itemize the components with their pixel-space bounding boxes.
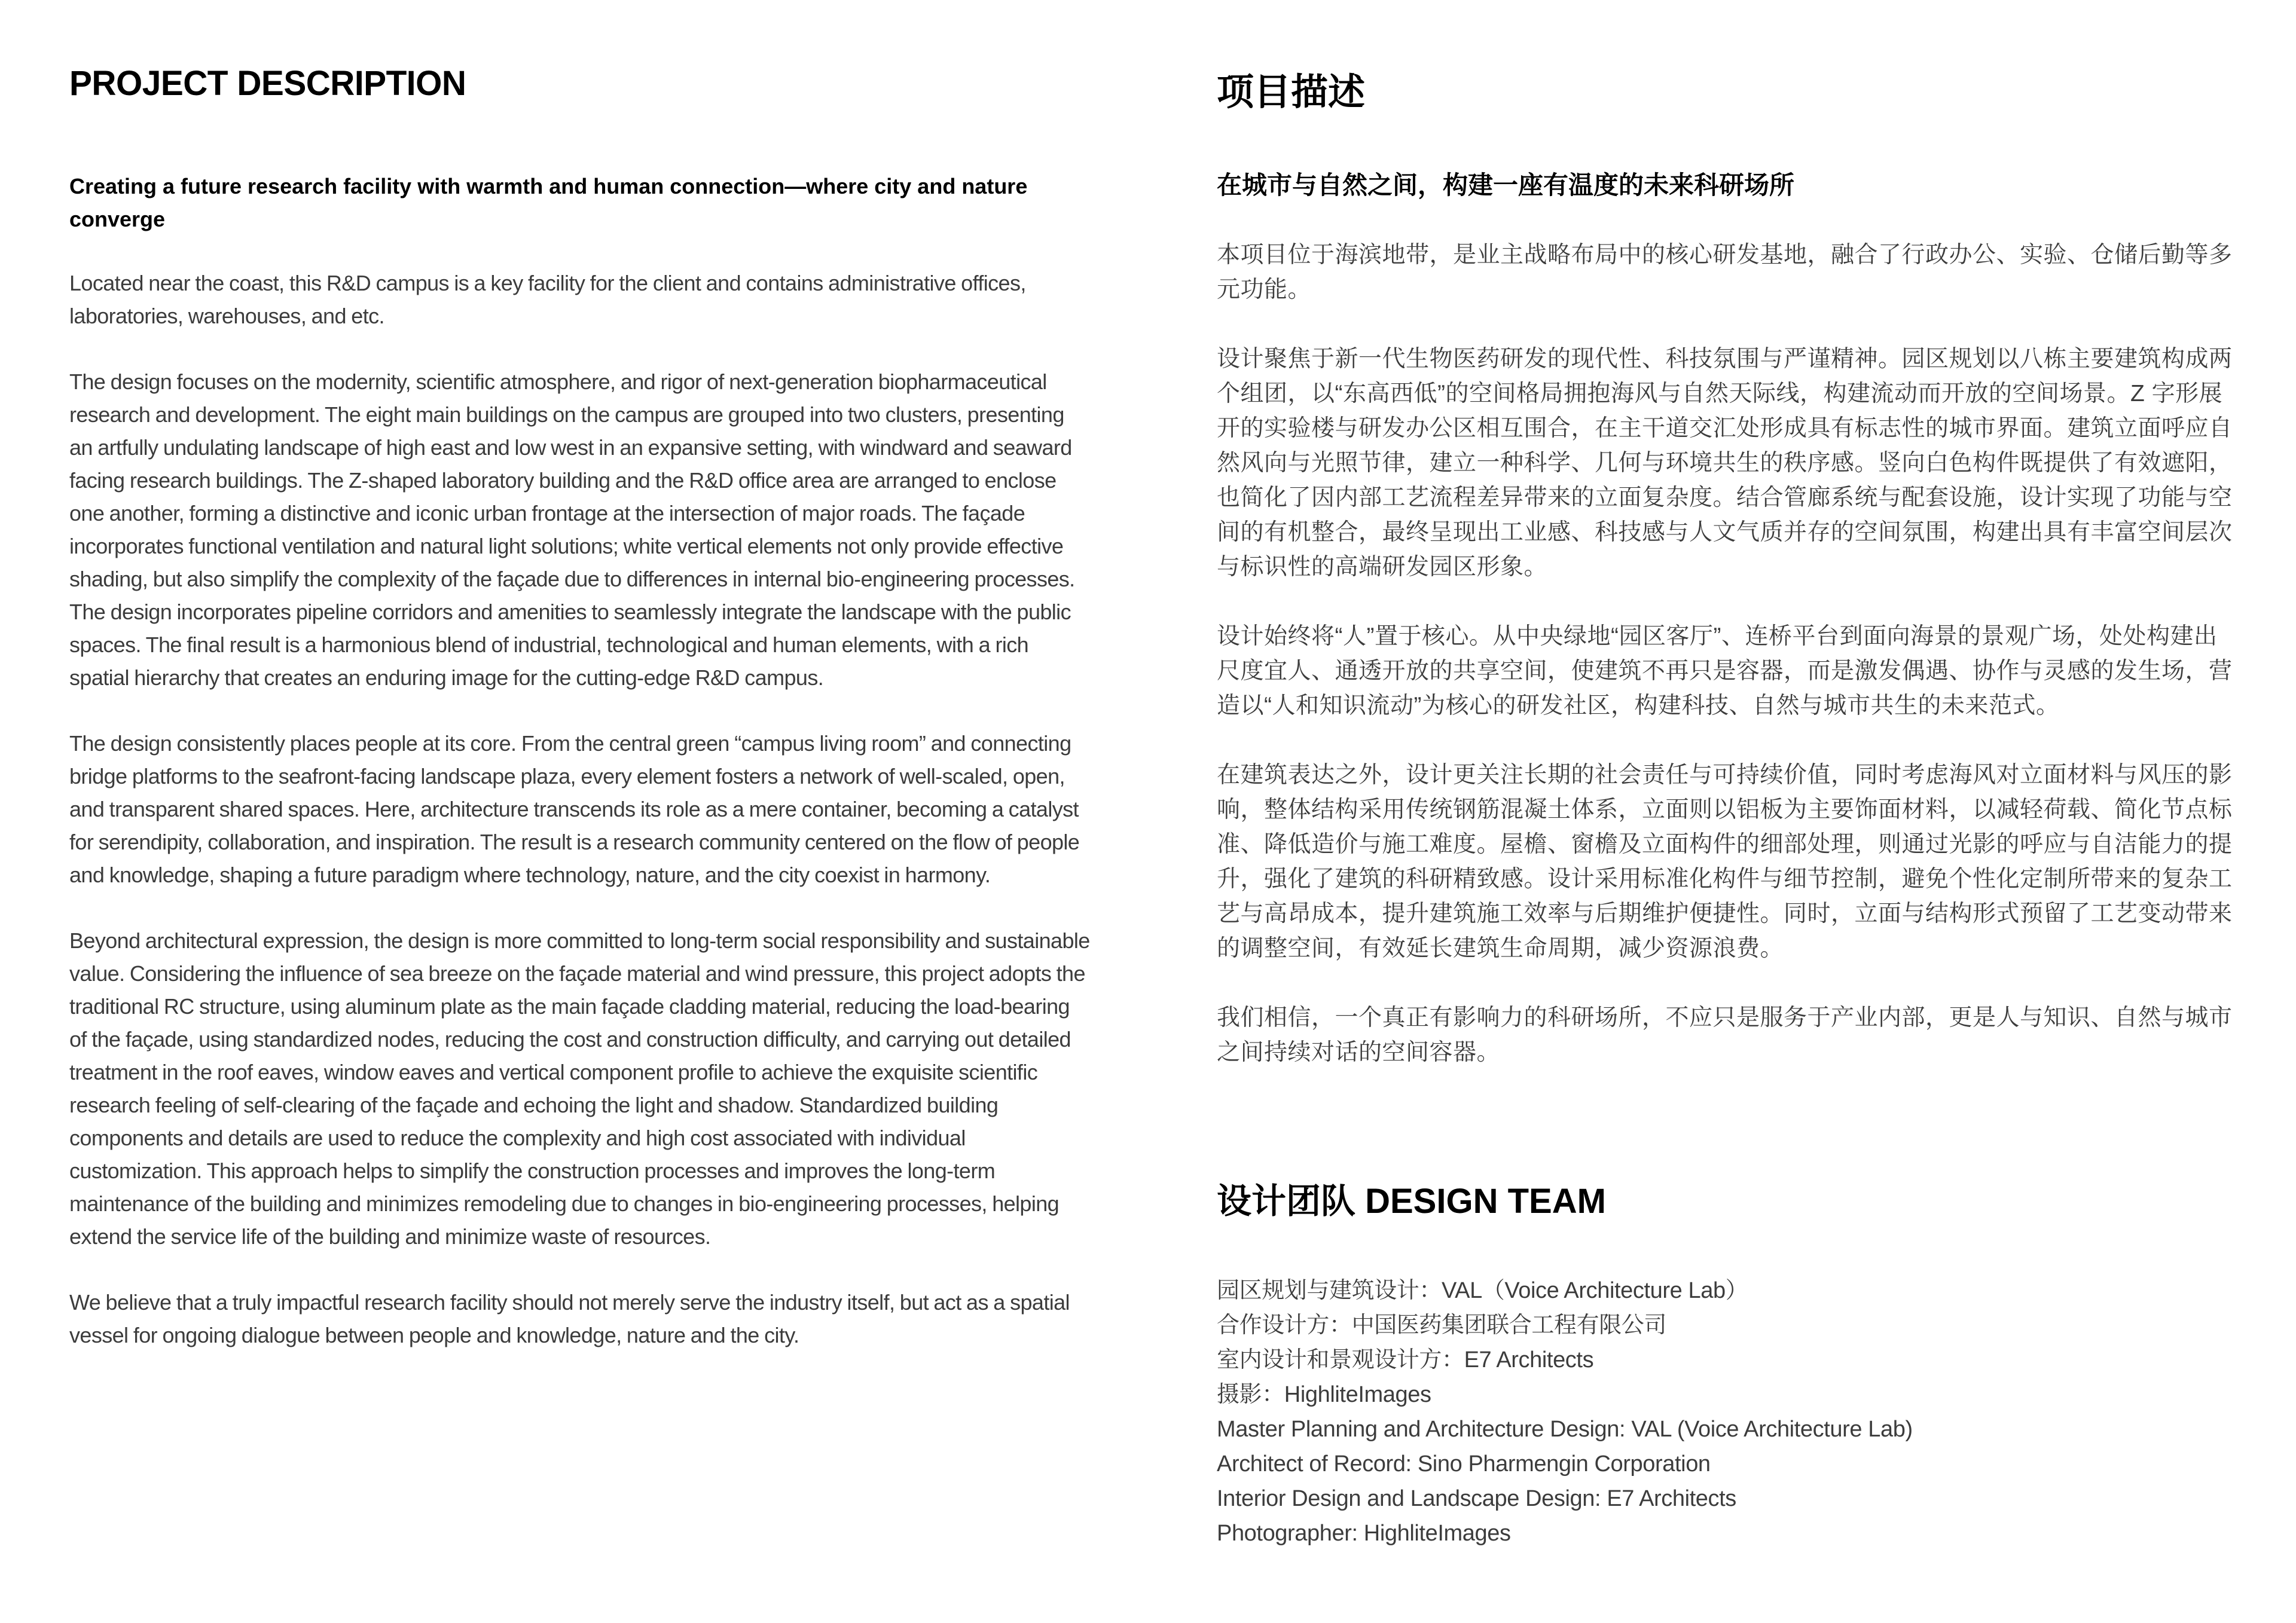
paragraph-design-focus-zh: 设计聚焦于新一代生物医药研发的现代性、科技氛围与严谨精神。园区规划以八栋主要建筑构成两个组团，以“东高西低”的空间格局拥抱海风与自然天际线，构建流动而开放的空间场景。Z 字形展开的实验楼与研发办公区相互围合，在主干道交汇处形成具有标志性的城市界面。建筑立面呼应自然风向与光照节律，建立一种科学、几何与环境共生的秩序感。竖向白色构件既提供了有效遮阳，也简化了因内部工艺流程差异带来的立面复杂度。结合管廊系统与配套设施，设计实现了功能与空间的有机整合，最终呈现出工业感、科技感与人文气质并存的空间氛围，构建出具有丰富空间层次与标识性的高端研发园区形象。 <box>1217 346 2233 580</box>
page-title-en: PROJECT DESCRIPTION <box>69 64 466 103</box>
paragraph-belief-en: We believe that a truly impactful research facility should not merely serve the industry itself, but act as a spatial vessel for ongoing dialogue between people and knowledge, nature and the city. <box>69 1290 1070 1347</box>
paragraph-intro-zh: 本项目位于海滨地带，是业主战略布局中的核心研发基地，融合了行政办公、实验、仓储后勤等多元功能。 <box>1217 242 2233 302</box>
design-team-credits <box>1217 1273 1913 1551</box>
credit-item: 室内设计和景观设计方：E7 Architects <box>1217 1347 1594 1373</box>
body-zh <box>1217 238 2233 1105</box>
credit-item: 合作设计方：中国医药集团联合工程有限公司 <box>1217 1313 1667 1338</box>
paragraph-design-focus-en: The design focuses on the modernity, scientific atmosphere, and rigor of next-generation biopharmaceutical research and development. The eight main buildings on the campus are grouped into two clusters, presenting an artfully undulating landscape of high east and low west in an expansive setting, with windward and seaward facing research buildings. The Z-shaped laboratory building and the R&D office area are arranged to enclose one another, forming a distinctive and iconic urban frontage at the intersection of major roads. The façade incorporates functional ventilation and natural light solutions; white vertical elements not only provide effective shading, but also simplify the complexity of the façade due to differences in internal bio-engineering processes. The design incorporates pipeline corridors and amenities to seamlessly integrate the landscape with the public spaces. The final result is a harmonious blend of industrial, technological and human elements, with a rich spatial hierarchy that creates an enduring image for the cutting-edge R&D campus. <box>69 369 1075 690</box>
paragraph-people-core-zh: 设计始终将“人”置于核心。从中央绿地“园区客厅”、连桥平台到面向海景的景观广场，处处构建出尺度宜人、通透开放的共享空间，使建筑不再只是容器，而是激发偶遇、协作与灵感的发生场，营造以“人和知识流动”为核心的研发社区，构建科技、自然与城市共生的未来范式。 <box>1217 623 2233 719</box>
body-en <box>69 267 1092 1384</box>
paragraph-sustainability-zh: 在建筑表达之外，设计更关注长期的社会责任与可持续价值，同时考虑海风对立面材料与风压的影响，整体结构采用传统钢筋混凝土体系，立面则以铝板为主要饰面材料，以减轻荷载、简化节点标准、降低造价与施工难度。屋檐、窗檐及立面构件的细部处理，则通过光影的呼应与自洁能力的提升，强化了建筑的科研精致感。设计采用标准化构件与细节控制，避免个性化定制所带来的复杂工艺与高昂成本，提升建筑施工效率与后期维护便捷性。同时，立面与结构形式预留了工艺变动带来的调整空间，有效延长建筑生命周期，减少资源浪费。 <box>1217 762 2233 961</box>
credit-item: Architect of Record: Sino Pharmengin Corporation <box>1217 1451 1711 1477</box>
paragraph-belief-zh: 我们相信，一个真正有影响力的科研场所，不应只是服务于产业内部，更是人与知识、自然与城市之间持续对话的空间容器。 <box>1217 1005 2233 1065</box>
credit-item: Photographer: HighliteImages <box>1217 1521 1511 1546</box>
paragraph-people-core-en: The design consistently places people at its core. From the central green “campus living room” and connecting bridge platforms to the seafront-facing landscape plaza, every element fosters a network of well-scaled, open, and transparent shared spaces. Here, architecture transcends its role as a mere container, becoming a catalyst for serendipity, collaboration, and inspiration. The result is a research community centered on the flow of people and knowledge, shaping a future paradigm where technology, nature, and the city coexist in harmony. <box>69 731 1080 887</box>
subtitle-en: Creating a future research facility with warmth and human connection—where city and nature converge <box>69 174 1028 231</box>
credit-item: 园区规划与建筑设计：VAL（Voice Architecture Lab） <box>1217 1278 1748 1303</box>
credit-item: Master Planning and Architecture Design: VAL (Voice Architecture Lab) <box>1217 1417 1913 1442</box>
credit-item: Interior Design and Landscape Design: E7 Architects <box>1217 1486 1736 1511</box>
page-title-zh: 项目描述 <box>1217 72 1366 113</box>
paragraph-intro-en: Located near the coast, this R&D campus is a key facility for the client and contains administrative offices, laboratories, warehouses, and etc. <box>69 271 1026 328</box>
credit-item: 摄影：HighliteImages <box>1217 1382 1431 1407</box>
paragraph-sustainability-en: Beyond architectural expression, the design is more committed to long-term social responsibility and sustainable value. Considering the influence of sea breeze on the façade material and wind pressure, this project adopts the traditional RC structure, using aluminum plate as the main façade cladding material, reducing the load-bearing of the façade, using standardized nodes, reducing the cost and construction difficulty, and carrying out detailed treatment in the roof eaves, window eaves and vertical component profile to achieve the exquisite scientific research feeling of self-clearing of the façade and echoing the light and shadow. Standardized building components and details are used to reduce the complexity and high cost associated with individual customization. This approach helps to simplify the construction processes and improves the long-term maintenance of the building and minimizes remodeling due to changes in bio-engineering processes, helping extend the service life of the building and minimize waste of resources. <box>69 928 1090 1249</box>
design-team-title: 设计团队 DESIGN TEAM <box>1217 1182 1606 1221</box>
subtitle-zh: 在城市与自然之间，构建一座有温度的未来科研场所 <box>1217 171 1795 199</box>
